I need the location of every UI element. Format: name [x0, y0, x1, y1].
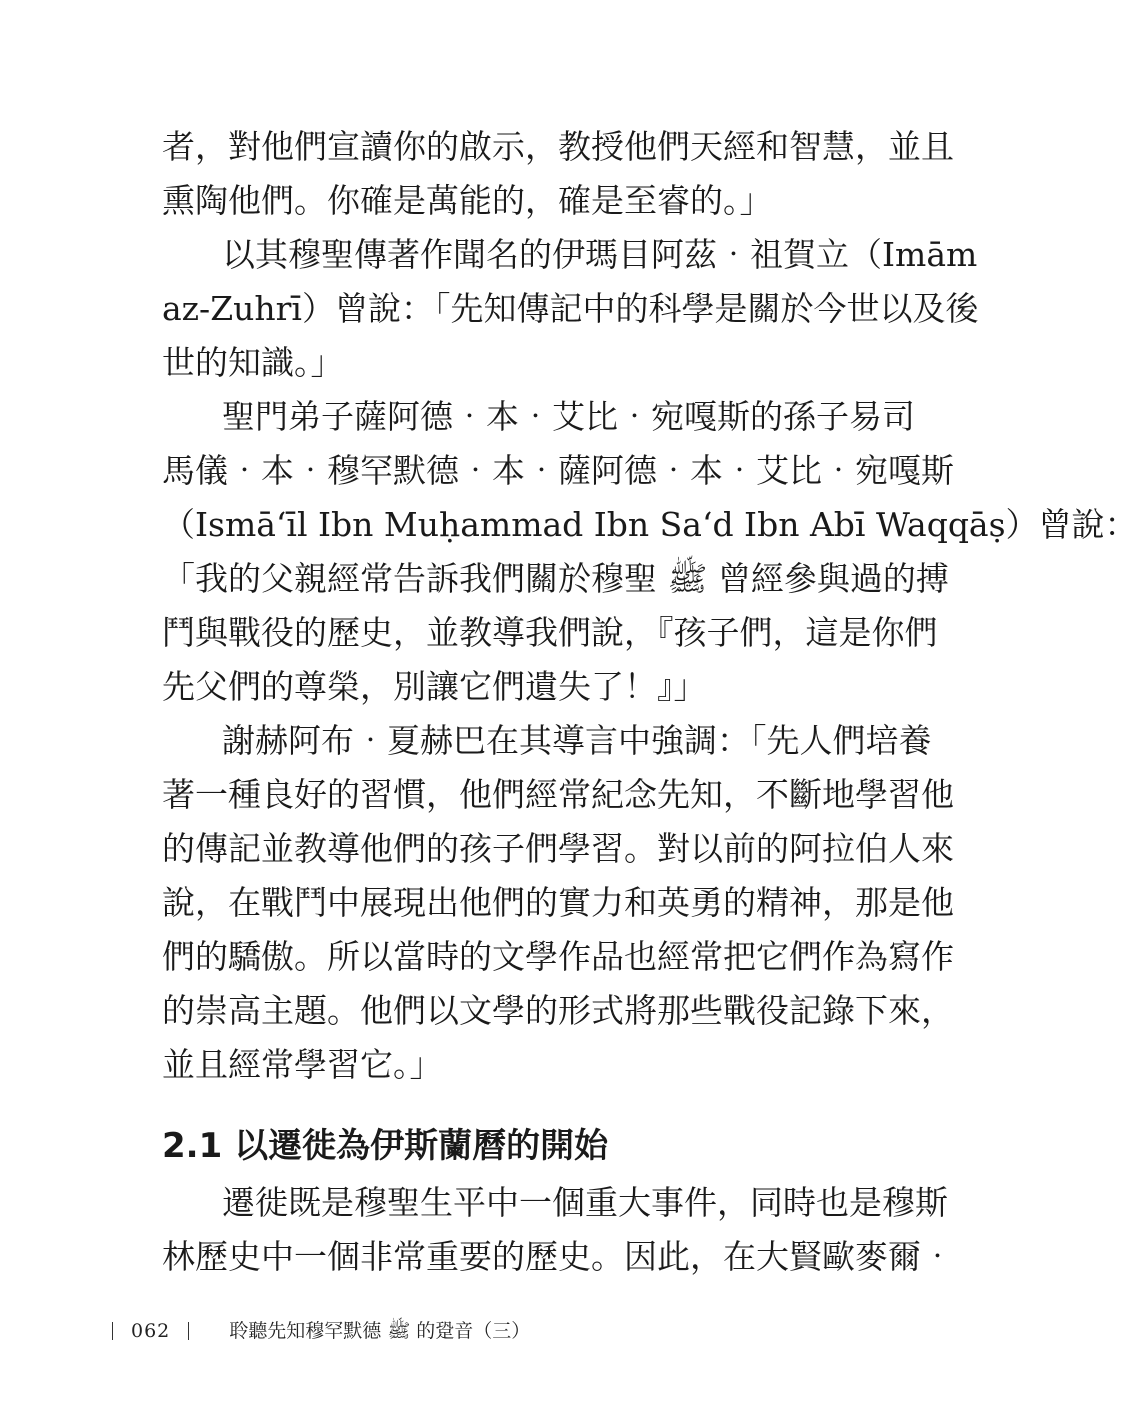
body-text	[162, 120, 1138, 1284]
text-line: 的崇高主題。他們以文學的形式將那些戰役記錄下來，	[162, 991, 954, 1030]
text-line: 世的知識。」	[162, 343, 344, 382]
text-line: 馬儀‧本‧穆罕默德‧本‧薩阿德‧本‧艾比‧宛嘎斯	[162, 451, 954, 490]
text-line: 者，對他們宣讀你的啟示，教授他們天經和智慧，並且	[162, 127, 954, 166]
page-footer	[112, 1316, 530, 1346]
text-line: 並且經常學習它。」	[162, 1045, 443, 1084]
text-line: 以其穆聖傳著作聞名的伊瑪目阿茲‧祖賀立（Imām	[222, 235, 978, 274]
text-line: 們的驕傲。所以當時的文學作品也經常把它們作為寫作	[162, 937, 954, 976]
text-line: 著一種良好的習慣，他們經常紀念先知，不斷地學習他	[162, 775, 954, 814]
text-line: 謝赫阿布‧夏赫巴在其導言中強調：「先人們培養	[222, 721, 932, 760]
text-line: 遷徙既是穆聖生平中一個重大事件，同時也是穆斯	[222, 1183, 948, 1222]
text-line: 鬥與戰役的歷史，並教導我們說，『孩子們，這是你們	[162, 613, 938, 652]
page-number: 062	[131, 1320, 171, 1342]
text-line: 的傳記並教導他們的孩子們學習。對以前的阿拉伯人來	[162, 829, 954, 868]
text-line: 熏陶他們。你確是萬能的，確是至睿的。」	[162, 181, 773, 220]
text-line: 林歷史中一個非常重要的歷史。因此，在大賢歐麥爾‧	[162, 1237, 954, 1276]
text-line: az-Zuhrī）曾說：「先知傳記中的科學是關於今世以及後	[162, 289, 979, 328]
footer-divider	[188, 1322, 189, 1340]
section-heading: 2.1 以遷徙為伊斯蘭曆的開始	[162, 1126, 609, 1166]
text-line: 先父們的尊榮，別讓它們遺失了！』」	[162, 667, 707, 706]
text-line: 「我的父親經常告訴我們關於穆聖 ﷺ 曾經參與過的搏	[162, 559, 949, 598]
text-line: （Ismāʻīl Ibn Muḥammad Ibn Saʻd Ibn Abī Waqqāṣ）曾說：	[162, 505, 1138, 544]
text-line: 說，在戰鬥中展現出他們的實力和英勇的精神，那是他	[162, 883, 954, 922]
running-title: 聆聽先知穆罕默德 ﷺ 的跫音（三）	[229, 1320, 531, 1342]
text-line: 聖門弟子薩阿德‧本‧艾比‧宛嘎斯的孫子易司	[222, 397, 915, 436]
footer-divider	[112, 1322, 113, 1340]
